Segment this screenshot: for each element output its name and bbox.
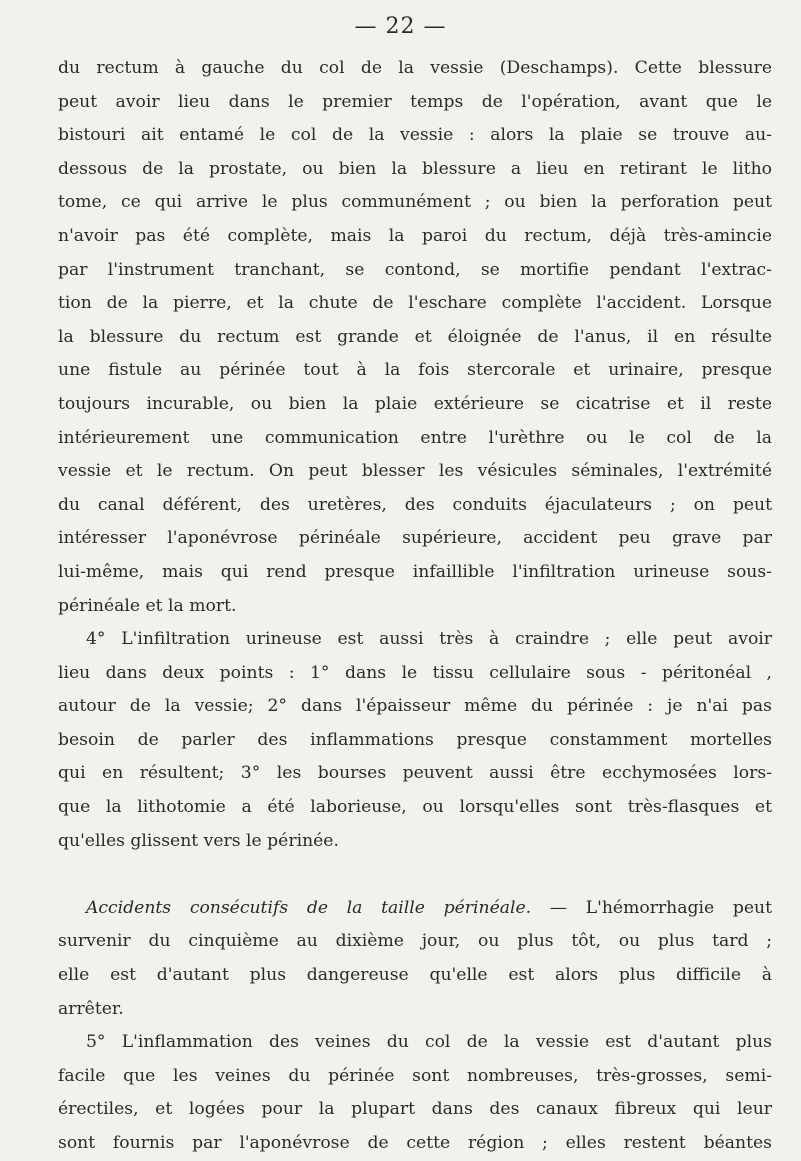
text-line: par l'instrument tranchant, se contond, se mortifie pendant l'extrac- — [58, 259, 772, 280]
text-line: 4° L'infiltration urineuse est aussi très à craindre ; elle peut avoir — [86, 629, 772, 650]
paragraph-gap — [58, 858, 772, 892]
text-line: lieu dans deux points : 1° dans le tissu cellulaire sous - péritonéal , — [58, 662, 772, 683]
text-line: tome, ce qui arrive le plus communément ; ou bien la perforation peut — [58, 192, 772, 213]
text-line: une fistule au périnée tout à la fois stercorale et urinaire, presque — [58, 360, 772, 381]
text-line: facile que les veines du périnée sont nombreuses, très-grosses, semi- — [58, 1065, 772, 1086]
text-line: que la lithotomie a été laborieuse, ou lorsqu'elles sont très-flasques et — [58, 797, 772, 818]
text-fragment: — L'hémorrhagie peut — [531, 897, 772, 918]
paragraph-vein-inflammation — [58, 1026, 772, 1160]
text-line: autour de la vessie; 2° dans l'épaisseur même du périnée : je n'ai pas — [58, 696, 772, 717]
text-line: besoin de parler des inflammations presque constamment mortelles — [58, 729, 772, 750]
text-line: 5° L'inflammation des veines du col de la vessie est d'autant plus — [86, 1032, 772, 1053]
text-line: périnéale et la mort. — [58, 595, 237, 616]
paragraph-rectum-injury — [58, 52, 772, 623]
text-line: survenir du cinquième au dixième jour, ou plus tôt, ou plus tard ; — [58, 931, 772, 952]
text-line: sont fournis par l'aponévrose de cette région ; elles restent béantes — [58, 1133, 772, 1153]
text-line: qu'elles glissent vers le périnée. — [58, 830, 339, 851]
text-line — [58, 892, 772, 926]
text-line: la blessure du rectum est grande et éloignée de l'anus, il en résulte — [58, 326, 772, 347]
text-line: dessous de la prostate, ou bien la blessure a lieu en retirant le litho — [58, 158, 772, 179]
text-line: n'avoir pas été complète, mais la paroi du rectum, déjà très-amincie — [58, 225, 772, 246]
text-line: lui-même, mais qui rend presque infaillible l'infiltration urineuse sous- — [58, 561, 772, 582]
body-text — [58, 52, 772, 1161]
paragraph-consecutive-accidents — [58, 892, 772, 1026]
section-heading: Accidents consécutifs de la taille périnéale. — [86, 897, 532, 918]
page-number: — 22 — — [354, 14, 447, 39]
text-line: intéresser l'aponévrose périnéale supérieure, accident peu grave par — [58, 528, 772, 549]
text-line: bistouri ait entamé le col de la vessie : alors la plaie se trouve au- — [58, 125, 772, 146]
text-line: qui en résultent; 3° les bourses peuvent aussi être ecchymosées lors- — [58, 763, 772, 784]
text-line: du canal déférent, des uretères, des conduits éjaculateurs ; on peut — [58, 494, 772, 515]
text-line: elle est d'autant plus dangereuse qu'elle est alors plus difficile à — [58, 965, 772, 986]
text-line: érectiles, et logées pour la plupart dans des canaux fibreux qui leur — [58, 1099, 772, 1120]
text-line: toujours incurable, ou bien la plaie extérieure se cicatrise et il reste — [58, 393, 772, 414]
text-line: intérieurement une communication entre l'urèthre ou le col de la — [58, 427, 772, 448]
text-line: du rectum à gauche du col de la vessie (Deschamps). Cette blessure — [58, 58, 772, 78]
paragraph-urinary-infiltration — [58, 623, 772, 858]
text-line: arrêter. — [58, 998, 124, 1019]
text-line: peut avoir lieu dans le premier temps de l'opération, avant que le — [58, 91, 772, 112]
text-line: vessie et le rectum. On peut blesser les vésicules séminales, l'extrémité — [58, 461, 772, 482]
text-line: tion de la pierre, et la chute de l'eschare complète l'accident. Lorsque — [58, 293, 772, 314]
